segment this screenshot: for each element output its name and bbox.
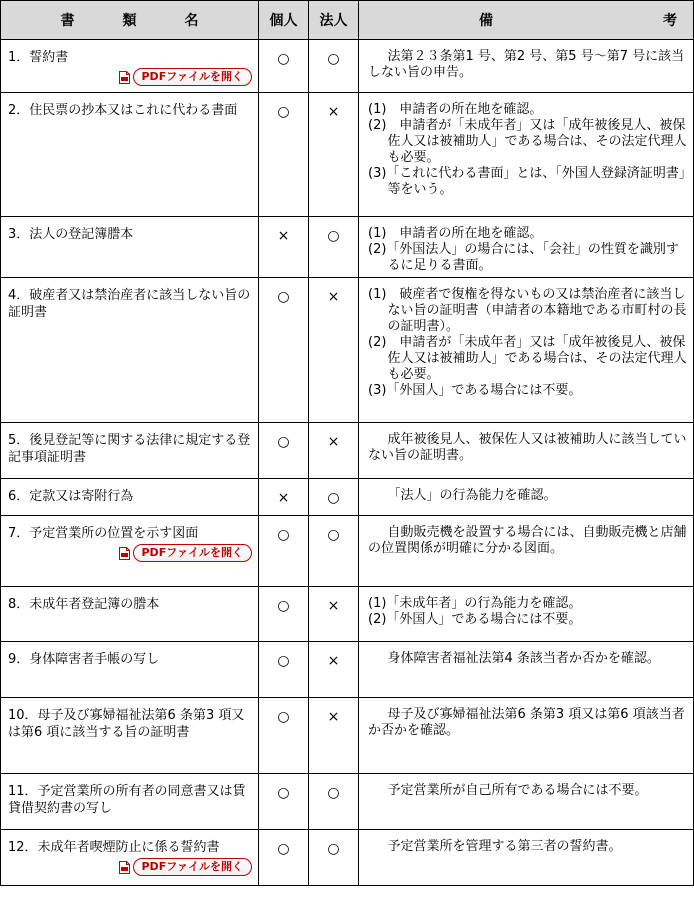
remarks-list (368, 287, 687, 399)
individual-mark: ○ (259, 587, 309, 642)
remarks-cell (359, 93, 694, 217)
header-name-char-2: 類 (122, 13, 137, 29)
remarks-cell (359, 698, 694, 774)
remarks-text: 予定営業所が自己所有である場合には不要。 (387, 783, 648, 798)
pdf-link[interactable] (8, 858, 254, 876)
remarks-item: (3)「これに代わる書面」とは、「外国人登録済証明書」等をいう。 (368, 166, 686, 197)
pdf-file-icon[interactable] (119, 861, 130, 874)
corporation-mark: ○ (309, 479, 359, 516)
document-name: 2．住民票の抄本又はこれに代わる書面 (8, 103, 238, 118)
document-name: 4．破産者又は禁治産者に該当しない旨の証明書 (8, 288, 251, 320)
document-name-cell (1, 479, 259, 516)
document-name: 8．未成年者登記簿の謄本 (8, 597, 160, 612)
document-name-cell (1, 642, 259, 698)
individual-mark: ○ (259, 423, 309, 479)
corporation-mark: × (309, 93, 359, 217)
remarks-cell (359, 278, 694, 423)
header-individual: 個人 (259, 1, 309, 40)
corporation-mark: ○ (309, 40, 359, 93)
remarks-text: 予定営業所を管理する第三者の誓約書。 (387, 839, 622, 854)
document-name-cell (1, 587, 259, 642)
document-name: 5．後見登記等に関する法律に規定する登記事項証明書 (8, 433, 251, 465)
remarks-text: 母子及び寡婦福祉法第6 条第3 項又は第6 項該当者か否かを確認。 (368, 707, 685, 738)
pdf-link[interactable] (8, 68, 254, 86)
individual-mark: × (259, 479, 309, 516)
table-row (1, 93, 694, 217)
individual-mark: ○ (259, 698, 309, 774)
corporation-mark: ○ (309, 516, 359, 587)
remarks-cell (359, 423, 694, 479)
remarks-cell (359, 642, 694, 698)
document-name-cell (1, 516, 259, 587)
table-row (1, 423, 694, 479)
table-row (1, 698, 694, 774)
document-name: 12．未成年者喫煙防止に係る誓約書 (8, 840, 220, 855)
document-name: 1．誓約書 (8, 50, 69, 65)
remarks-item: (2)「外国人」である場合には不要。 (368, 612, 582, 627)
corporation-mark: ○ (309, 830, 359, 886)
document-name: 11．予定営業所の所有者の同意書又は賃貸借契約書の写し (8, 784, 246, 816)
remarks-list (368, 102, 687, 198)
remarks-text: 「法人」の行為能力を確認。 (387, 488, 557, 503)
remarks-item: (2)「外国法人」の場合には、「会社」の性質を識別するに足りる書面。 (368, 242, 679, 273)
corporation-mark: × (309, 423, 359, 479)
remarks-cell (359, 516, 694, 587)
individual-mark: ○ (259, 516, 309, 587)
individual-mark: ○ (259, 278, 309, 423)
document-name-cell (1, 217, 259, 278)
header-corporation: 法人 (309, 1, 359, 40)
individual-mark: × (259, 217, 309, 278)
remarks-item: (3)「外国人」である場合には不要。 (368, 383, 582, 398)
individual-mark: ○ (259, 40, 309, 93)
header-name-char-3: 名 (184, 13, 199, 29)
document-name-cell (1, 698, 259, 774)
corporation-mark: ○ (309, 217, 359, 278)
header-document-name (1, 1, 259, 40)
remarks-list (368, 226, 687, 274)
corporation-mark: × (309, 698, 359, 774)
header-remarks (359, 1, 694, 40)
pdf-link[interactable] (8, 544, 254, 562)
individual-mark: ○ (259, 830, 309, 886)
remarks-item: (1)「未成年者」の行為能力を確認。 (368, 596, 582, 611)
individual-mark: ○ (259, 93, 309, 217)
corporation-mark: ○ (309, 774, 359, 830)
document-name-cell (1, 40, 259, 93)
pdf-file-icon[interactable] (119, 71, 130, 84)
table-row (1, 217, 694, 278)
remarks-item: (1) 破産者で復権を得ないもの又は禁治産者に該当しない旨の証明書（申請者の本籍地である市町村の長の証明書）。 (368, 287, 687, 334)
table-row (1, 642, 694, 698)
document-name: 10．母子及び寡婦福祉法第6 条第3 項又は第6 項に該当する旨の証明書 (8, 708, 245, 740)
document-name: 6．定款又は寄附行為 (8, 489, 134, 504)
document-name: 7．予定営業所の位置を示す図面 (8, 526, 199, 541)
remarks-cell (359, 217, 694, 278)
document-name: 9．身体障害者手帳の写し (8, 652, 160, 667)
open-pdf-button[interactable]: PDFファイルを開く (133, 544, 253, 562)
corporation-mark: × (309, 278, 359, 423)
individual-mark: ○ (259, 642, 309, 698)
remarks-item: (2) 申請者が「未成年者」又は「成年被後見人、被保佐人又は被補助人」である場合は、その法定代理人も必要。 (368, 335, 687, 382)
table-row (1, 516, 694, 587)
table-row (1, 40, 694, 93)
individual-mark: ○ (259, 774, 309, 830)
open-pdf-button[interactable]: PDFファイルを開く (133, 68, 253, 86)
table-row (1, 479, 694, 516)
pdf-file-icon[interactable] (119, 547, 130, 560)
document-name-cell (1, 93, 259, 217)
remarks-cell (359, 587, 694, 642)
header-remarks-char-2: 考 (663, 13, 677, 29)
remarks-item: (1) 申請者の所在地を確認。 (368, 226, 543, 241)
table-row (1, 278, 694, 423)
open-pdf-button[interactable]: PDFファイルを開く (133, 858, 253, 876)
table-body (1, 40, 694, 886)
remarks-text: 身体障害者福祉法第4 条該当者か否かを確認。 (387, 651, 660, 666)
remarks-text: 自動販売機を設置する場合には、自動販売機と店舗の位置関係が明確に分かる図面。 (368, 525, 687, 556)
header-name-char-1: 書 (60, 13, 75, 29)
corporation-mark: × (309, 642, 359, 698)
remarks-text: 成年被後見人、被保佐人又は被補助人に該当していない旨の証明書。 (368, 432, 687, 463)
header-remarks-char-1: 備 (479, 13, 493, 29)
remarks-list (368, 596, 687, 628)
corporation-mark: × (309, 587, 359, 642)
table-row (1, 587, 694, 642)
document-name: 3．法人の登記簿謄本 (8, 227, 134, 242)
table-row (1, 830, 694, 886)
remarks-item: (2) 申請者が「未成年者」又は「成年被後見人、被保佐人又は被補助人」である場合は、その法定代理人も必要。 (368, 118, 687, 165)
remarks-cell (359, 830, 694, 886)
document-name-cell (1, 830, 259, 886)
document-name-cell (1, 278, 259, 423)
remarks-cell (359, 774, 694, 830)
table-row (1, 774, 694, 830)
document-name-cell (1, 423, 259, 479)
remarks-cell (359, 40, 694, 93)
remarks-item: (1) 申請者の所在地を確認。 (368, 102, 543, 117)
document-name-cell (1, 774, 259, 830)
table-header-row (1, 1, 694, 40)
remarks-cell (359, 479, 694, 516)
remarks-text: 法第２３条第1 号、第2 号、第5 号～第7 号に該当しない旨の申告。 (368, 49, 685, 80)
